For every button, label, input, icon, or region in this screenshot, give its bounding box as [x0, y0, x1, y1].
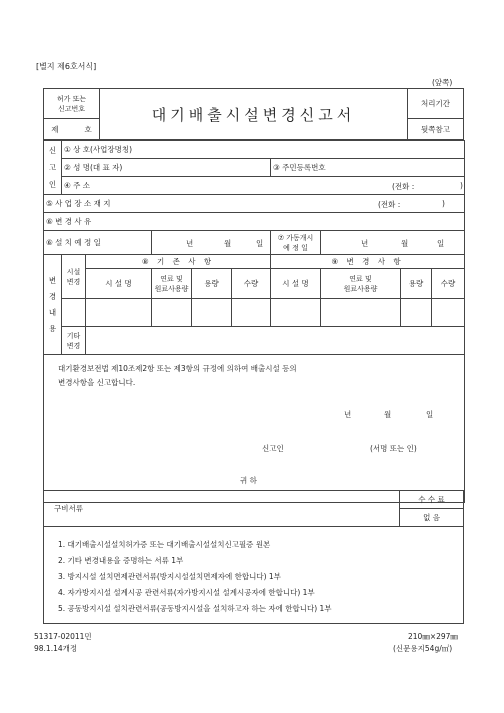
- changed-quantity-col: 수량: [432, 269, 465, 299]
- form-title: 대기배출시설변경신고서: [100, 89, 408, 140]
- permit-number-label: 허가 또는 신고번호: [44, 89, 100, 119]
- changed-capacity-cell[interactable]: [401, 299, 432, 327]
- changed-facility-name-col: 시 설 명: [271, 269, 321, 299]
- applicant-side-label: 신 고 인: [44, 141, 62, 195]
- header-table: [43, 88, 464, 140]
- documents-list: [44, 527, 464, 624]
- existing-facility-name-cell[interactable]: [86, 299, 152, 327]
- site-phone-label: (전화 :: [378, 200, 401, 209]
- fee-label: 수 수 료: [400, 491, 464, 509]
- form-number-label: [별지 제6호서식]: [36, 62, 97, 71]
- facility-change-label: 시설 변경: [62, 255, 86, 299]
- site-location-field[interactable]: ⑤ 사 업 장 소 재 지 (전화 : ): [44, 195, 465, 213]
- changed-fuel-col: 연료 및 원료사용량: [321, 269, 401, 299]
- changed-capacity-col: 용량: [401, 269, 432, 299]
- other-change-label: 기타 변경: [62, 327, 86, 355]
- change-reason-field[interactable]: ⑥ 변 경 사 유: [44, 213, 465, 231]
- document-item: 5. 공동방지시설 설치관련서류(공동방지시설을 설치하고자 하는 자에 한합니다) 1부: [58, 604, 332, 613]
- declaration-text-line2: 변경사항을 신고합니다.: [58, 378, 136, 387]
- document-item: 2. 기타 변경내용을 증명하는 서류 1부: [58, 556, 184, 565]
- existing-fuel-cell[interactable]: [152, 299, 192, 327]
- page-side-label: (앞쪽): [432, 78, 453, 87]
- paper-size: 210㎜×297㎜: [408, 632, 458, 641]
- existing-quantity-cell[interactable]: [232, 299, 271, 327]
- required-documents-label: 구비서류: [44, 491, 400, 527]
- declaration-month: 월: [384, 410, 392, 419]
- applicant-phone-label: (전화 :: [392, 182, 415, 191]
- permit-number-field[interactable]: 제 호: [44, 119, 100, 140]
- existing-items-header: ⑧ 기 존 사 항: [86, 255, 271, 269]
- existing-capacity-cell[interactable]: [192, 299, 232, 327]
- changed-facility-name-cell[interactable]: [271, 299, 321, 327]
- declaration-block: [44, 355, 465, 503]
- resident-number-field[interactable]: ③ 주민등록번호: [271, 159, 465, 177]
- processing-period-label: 처리기간: [408, 89, 464, 119]
- signature-note[interactable]: (서명 또는 인): [370, 444, 417, 453]
- revision-date: 98.1.14개정: [34, 644, 78, 653]
- existing-quantity-col: 수량: [232, 269, 271, 299]
- install-date-label: ⑥ 설 치 예 정 일: [44, 231, 152, 255]
- applicant-address-field[interactable]: ④ 주 소 (전화 : ): [62, 177, 465, 195]
- fee-value: 없 음: [400, 509, 464, 527]
- declaration-text-line1: 대기환경보전법 제10조제2항 또는 제3항의 규정에 의하여 배출시설 등의: [58, 364, 297, 373]
- facility-change-blank: [62, 299, 86, 327]
- main-form-table: [43, 140, 465, 503]
- changed-items-header: ⑨ 변 경 사 항: [271, 255, 465, 269]
- addressee-label: 귀 하: [240, 476, 257, 485]
- operation-start-field[interactable]: 년 월 일: [321, 231, 465, 255]
- paper-type: (신문용지54g/㎡): [393, 644, 453, 653]
- declarant-label: 신고인: [262, 444, 284, 453]
- documents-list-box: [43, 526, 464, 624]
- back-reference-label: 뒷쪽참고: [408, 119, 464, 140]
- declaration-day: 일: [426, 410, 434, 419]
- existing-facility-name-col: 시 설 명: [86, 269, 152, 299]
- existing-capacity-col: 용량: [192, 269, 232, 299]
- documents-table: [43, 490, 464, 527]
- document-item: 1. 대기배출시설설치허가증 또는 대기배출시설설치신고필증 원본: [58, 540, 271, 549]
- other-change-field[interactable]: [86, 327, 465, 355]
- declaration-year: 년: [344, 410, 352, 419]
- install-date-field[interactable]: 년 월 일: [152, 231, 271, 255]
- change-content-side-label: 변 경 내 용: [44, 255, 62, 355]
- form-code: 51317-02011민: [34, 632, 92, 641]
- changed-fuel-cell[interactable]: [321, 299, 401, 327]
- existing-fuel-col: 연료 및 원료사용량: [152, 269, 192, 299]
- document-item: 4. 자가방지시설 설계시공 관련서류(자가방지시설 설계시공자에 한합니다) 1부: [58, 588, 315, 597]
- document-item: 3. 방지시설 설치면제관련서류(방지시설설치면제자에 한합니다) 1부: [58, 572, 281, 581]
- operation-start-label: ⑦ 가동개시 예 정 일: [271, 231, 321, 255]
- changed-quantity-cell[interactable]: [432, 299, 465, 327]
- representative-name-field[interactable]: ② 성 명(대 표 자): [62, 159, 271, 177]
- trade-name-field[interactable]: ① 상 호(사업장명칭): [62, 141, 465, 159]
